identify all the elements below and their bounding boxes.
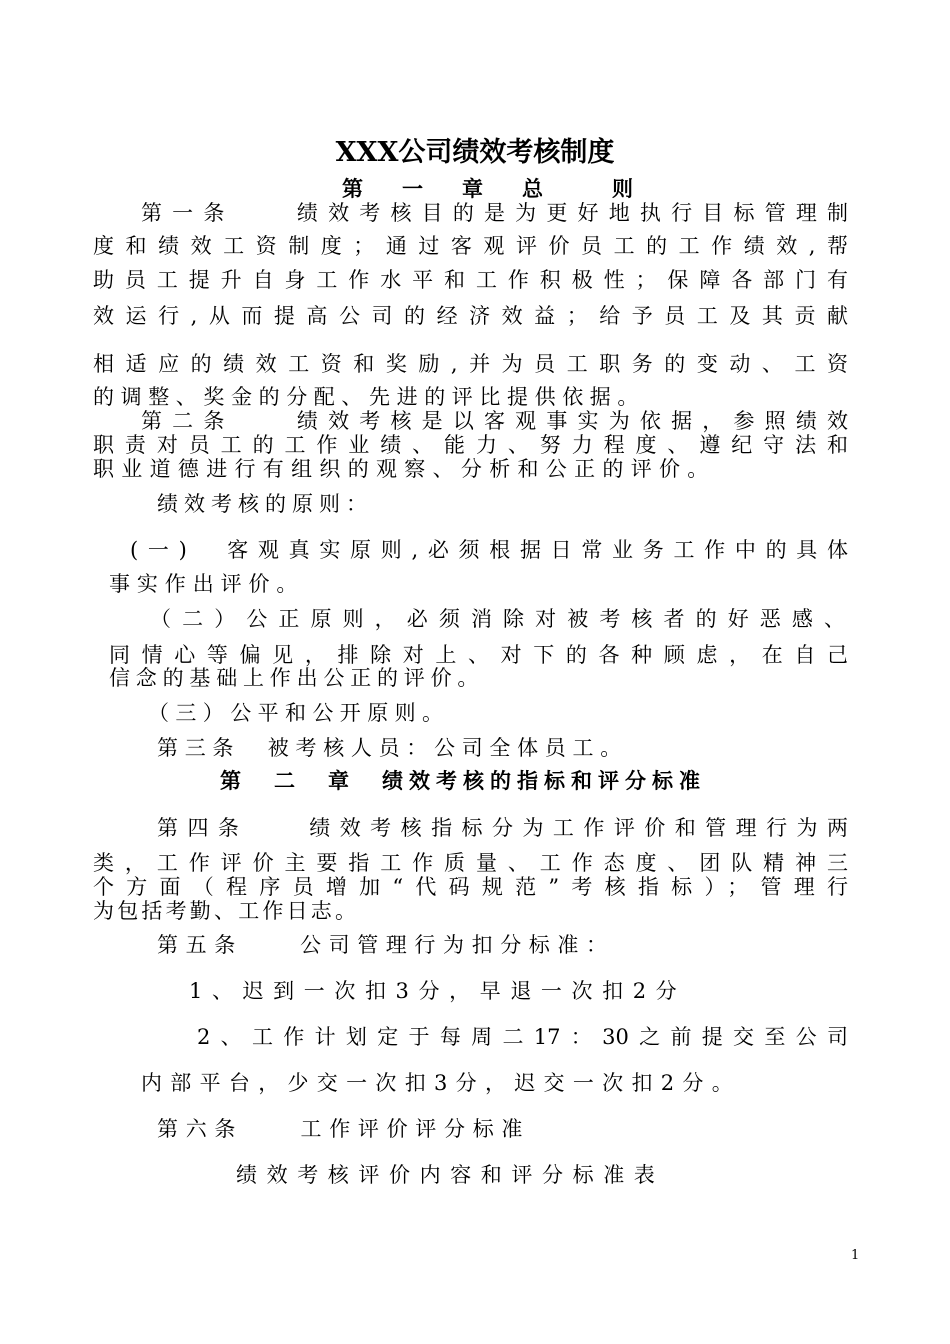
article-4-line: 为包括考勤、工作日志。 (93, 899, 360, 923)
article-1-line: 相适应的绩效工资和奖励,并为员工职务的变动、工资 (93, 352, 848, 376)
principle-3: （三）公平和公开原则。 (148, 701, 450, 725)
article-1-line: 的调整、奖金的分配、先进的评比提供依据。 (93, 385, 645, 409)
article-2-line: 第二条 绩效考核是以客观事实为依据，参照绩效 (141, 409, 848, 433)
principle-1-line: 事实作出评价。 (109, 572, 305, 596)
principles-heading: 绩效考核的原则： (157, 492, 373, 516)
article-1-line: 度和绩效工资制度；通过客观评价员工的工作绩效,帮 (93, 234, 848, 258)
article-5: 第五条 公司管理行为扣分标准： (157, 933, 615, 957)
rule-2-line: 内部平台，少交一次扣3分，迟交一次扣2分。 (141, 1071, 742, 1095)
rule-1: 1、迟到一次扣3分，早退一次扣2分 (189, 979, 687, 1003)
rule-2-line: 2、工作计划定于每周二17：30之前提交至公司 (197, 1025, 848, 1049)
principle-1-line: (一) 客观真实原则,必须根据日常业务工作中的具体 (130, 538, 848, 562)
article-2-line: 职业道德进行有组织的观察、分析和公正的评价。 (93, 457, 716, 481)
principle-2-line: 同情心等偏见，排除对上、对下的各种顾虑，在自己 (109, 643, 848, 667)
page-number: 1 (851, 1248, 860, 1263)
article-6: 第六条 工作评价评分标准 (157, 1117, 531, 1141)
article-1-line: 第一条 绩效考核目的是为更好地执行目标管理制 (141, 201, 848, 225)
article-4-line: 个方面（程序员增加“代码规范”考核指标）；管理行 (93, 875, 848, 899)
principle-2-line: 信念的基础上作出公正的评价。 (109, 666, 485, 690)
article-2-line: 职责对员工的工作业绩、能力、努力程度、遵纪守法和 (93, 433, 848, 457)
article-4-line: 类，工作评价主要指工作质量、工作态度、团队精神三 (93, 851, 848, 875)
article-1-line: 助员工提升自身工作水平和工作积极性；保障各部门有 (93, 268, 848, 292)
document-title: XXX公司绩效考核制度 (335, 137, 615, 168)
article-4-line: 第四条 绩效考核指标分为工作评价和管理行为两 (157, 816, 848, 840)
chapter-1-heading: 第 一 章 总 则 (342, 176, 642, 201)
article-1-line: 效运行,从而提高公司的经济效益；给予员工及其贡献 (93, 304, 848, 328)
article-3: 第三条 被考核人员：公司全体员工。 (157, 736, 628, 760)
chapter-2-heading: 第 二 章 绩效考核的指标和评分标准 (220, 768, 706, 793)
principle-2-line: （二）公正原则，必须消除对被考核者的好恶感、 (150, 607, 845, 631)
table-caption: 绩效考核评价内容和评分标准表 (236, 1163, 665, 1187)
